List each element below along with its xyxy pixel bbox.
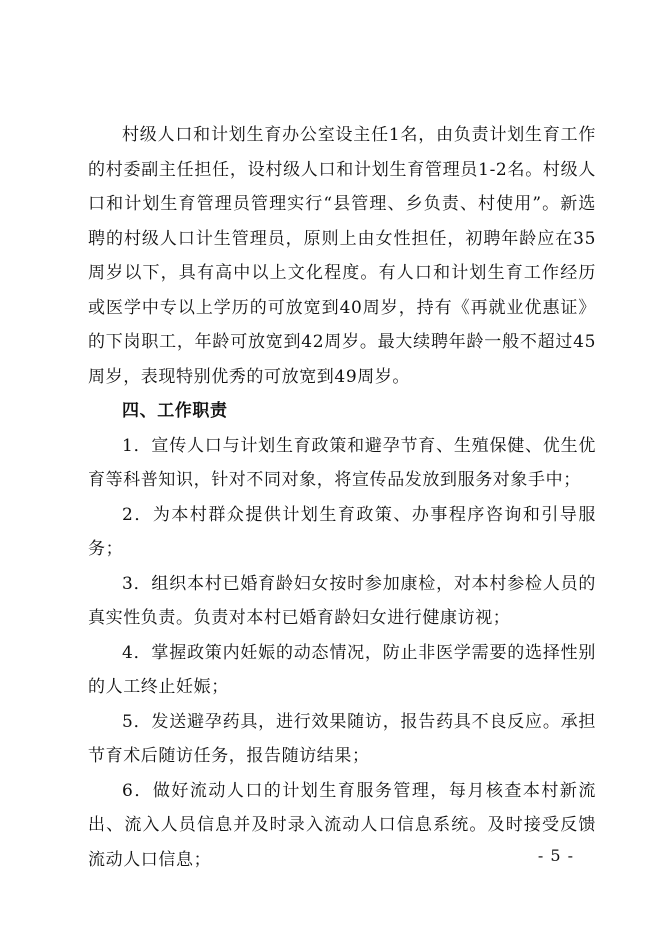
duty-item-1: 1．宣传人口与计划生育政策和避孕节育、生殖保健、优生优育等科普知识，针对不同对象，将宣传品发放到服务对象手中； <box>88 435 596 490</box>
duty-item-2: 2．为本村群众提供计划生育政策、办事程序咨询和引导服务； <box>88 504 596 559</box>
page-body <box>88 118 596 877</box>
duty-item-4: 4．掌握政策内妊娠的动态情况，防止非医学需要的选择性别的人工终止妊娠； <box>88 642 596 697</box>
duty-item-6: 6．做好流动人口的计划生育服务管理，每月核查本村新流出、流入人员信息并及时录入流动人口信息系统。及时接受反馈流动人口信息； <box>88 780 596 870</box>
section-heading: 四、工作职责 <box>122 401 228 421</box>
intro-paragraph: 村级人口和计划生育办公室设主任1名，由负责计划生育工作的村委副主任担任，设村级人口和计划生育管理员1-2名。村级人口和计划生育管理员管理实行“县管理、乡负责、村使用”。新选聘的村级人口计生管理员，原则上由女性担任，初聘年龄应在35周岁以下，具有高中以上文化程度。有人口和计划生育工作经历或医学中专以上学历的可放宽到40周岁，持有《再就业优惠证》的下岗职工，年龄可放宽到42周岁。最大续聘年龄一般不超过45周岁，表现特别优秀的可放宽到49周岁。 <box>88 125 596 387</box>
duty-item-5: 5．发送避孕药具，进行效果随访，报告药具不良反应。承担节育术后随访任务，报告随访结果； <box>88 711 596 766</box>
page-number: - 5 - <box>537 846 574 865</box>
duty-item-3: 3．组织本村已婚育龄妇女按时参加康检，对本村参检人员的真实性负责。负责对本村已婚育龄妇女进行健康访视； <box>88 573 596 628</box>
